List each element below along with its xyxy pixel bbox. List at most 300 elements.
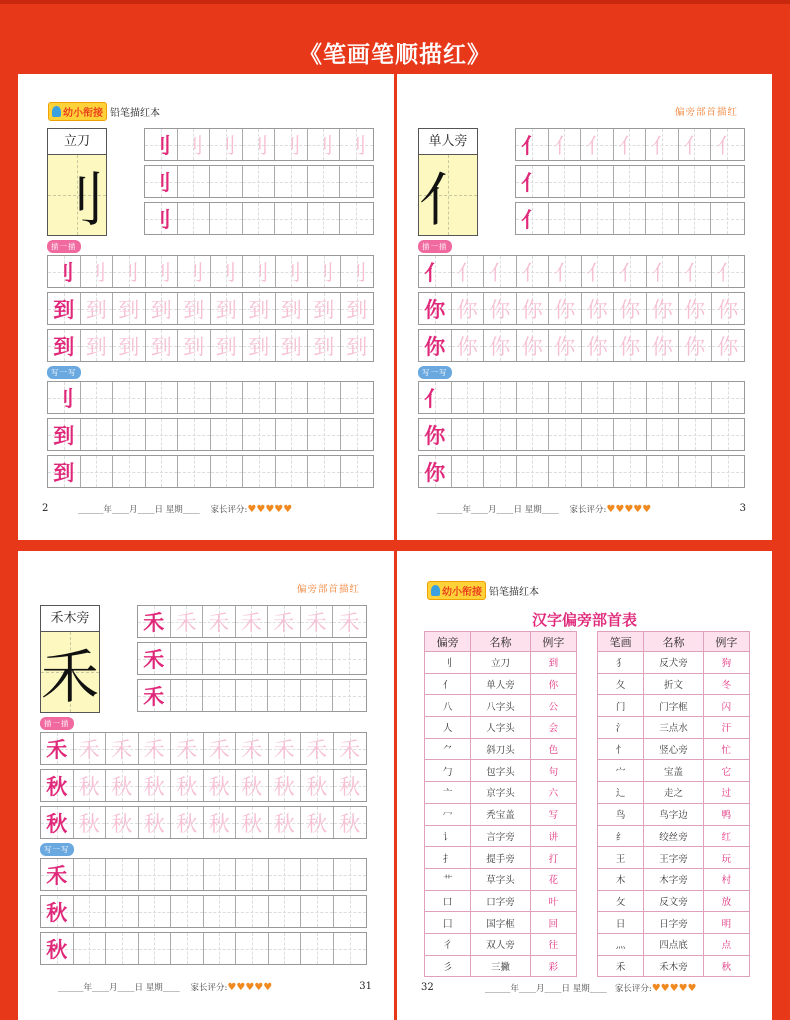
practice-cell[interactable] <box>333 680 366 711</box>
practice-cell[interactable] <box>81 456 114 487</box>
practice-cell[interactable] <box>171 896 204 927</box>
rating-label: 家长评分: <box>210 505 248 515</box>
practice-cell[interactable] <box>679 382 712 413</box>
cell-glyph: 你 <box>424 459 446 485</box>
practice-cell[interactable] <box>113 293 146 324</box>
table-row <box>598 695 750 717</box>
rating-hearts[interactable]: ♥♥♥♥♥ <box>227 982 273 993</box>
practice-cell[interactable] <box>146 382 179 413</box>
practice-cell[interactable] <box>269 807 302 838</box>
practice-cell[interactable] <box>484 256 517 287</box>
practice-cell[interactable] <box>301 643 334 674</box>
practice-cell[interactable] <box>211 330 244 361</box>
practice-cell[interactable] <box>276 456 309 487</box>
practice-cell[interactable] <box>614 456 647 487</box>
practice-cell[interactable] <box>276 293 309 324</box>
practice-cell[interactable] <box>308 382 341 413</box>
practice-cell[interactable] <box>106 859 139 890</box>
example-char-cell: 狗 <box>703 652 749 674</box>
practice-cell[interactable] <box>74 896 107 927</box>
example-char-cell: 回 <box>530 912 576 934</box>
practice-cell[interactable] <box>334 896 367 927</box>
practice-cell[interactable] <box>236 643 269 674</box>
practice-cell[interactable] <box>269 859 302 890</box>
practice-cell[interactable] <box>301 933 334 964</box>
practice-cell[interactable] <box>301 770 334 801</box>
page-footer <box>437 503 651 515</box>
cell-glyph: 刂 <box>150 169 172 195</box>
practice-cell[interactable] <box>647 456 680 487</box>
practice-cell[interactable] <box>484 330 517 361</box>
practice-cell[interactable] <box>41 933 74 964</box>
practice-cell[interactable] <box>171 606 204 637</box>
practice-cell[interactable] <box>647 419 680 450</box>
practice-cell[interactable] <box>647 256 680 287</box>
practice-cell[interactable] <box>581 129 614 160</box>
practice-cell[interactable] <box>484 382 517 413</box>
practice-cell[interactable] <box>276 382 309 413</box>
practice-cell[interactable] <box>712 382 745 413</box>
practice-cell[interactable] <box>178 419 211 450</box>
practice-cell[interactable] <box>178 456 211 487</box>
practice-cell[interactable] <box>139 770 172 801</box>
practice-cell[interactable] <box>614 256 647 287</box>
practice-cell[interactable] <box>614 330 647 361</box>
practice-cell[interactable] <box>171 680 204 711</box>
practice-cell[interactable] <box>211 456 244 487</box>
practice-cell[interactable] <box>204 770 237 801</box>
practice-cell[interactable] <box>41 859 74 890</box>
practice-cell[interactable] <box>171 933 204 964</box>
practice-cell[interactable] <box>48 330 81 361</box>
radical-cell: 囗 <box>425 912 471 934</box>
practice-cell[interactable] <box>419 293 452 324</box>
practice-cell[interactable] <box>341 293 374 324</box>
practice-cell[interactable] <box>268 606 301 637</box>
practice-cell[interactable] <box>113 382 146 413</box>
practice-cell[interactable] <box>679 203 712 234</box>
practice-cell[interactable] <box>308 166 341 197</box>
practice-cell[interactable] <box>711 166 744 197</box>
practice-cell[interactable] <box>204 933 237 964</box>
practice-cell[interactable] <box>334 807 367 838</box>
cell-glyph: 禾 <box>78 737 100 762</box>
cell-glyph: 亻 <box>489 260 511 285</box>
practice-cell[interactable] <box>679 293 712 324</box>
practice-cell[interactable] <box>647 330 680 361</box>
cell-glyph: 亻 <box>424 259 446 285</box>
practice-cell[interactable] <box>549 293 582 324</box>
practice-cell[interactable] <box>341 419 374 450</box>
radical-name-cell: 日字旁 <box>644 912 703 934</box>
practice-cell[interactable] <box>581 166 614 197</box>
radical-name-cell: 秃宝盖 <box>471 803 530 825</box>
practice-cell[interactable] <box>301 606 334 637</box>
practice-cell[interactable] <box>484 456 517 487</box>
practice-cell[interactable] <box>549 129 582 160</box>
practice-cell[interactable] <box>452 293 485 324</box>
practice-cell[interactable] <box>113 419 146 450</box>
practice-cell[interactable] <box>517 293 550 324</box>
practice-cell[interactable] <box>236 933 269 964</box>
practice-cell[interactable] <box>236 770 269 801</box>
practice-cell[interactable] <box>211 419 244 450</box>
table-header-cell: 例字 <box>703 632 749 652</box>
practice-cell[interactable] <box>516 129 549 160</box>
table-row <box>425 652 577 674</box>
practice-cell[interactable] <box>210 129 243 160</box>
practice-cell[interactable] <box>340 166 373 197</box>
practice-cell[interactable] <box>549 419 582 450</box>
radical-cell: 夂 <box>598 673 644 695</box>
practice-cell[interactable] <box>679 330 712 361</box>
practice-cell[interactable] <box>138 606 171 637</box>
practice-cell[interactable] <box>341 456 374 487</box>
practice-cell[interactable] <box>308 456 341 487</box>
practice-cell[interactable] <box>146 256 179 287</box>
practice-cell[interactable] <box>106 733 139 764</box>
practice-cell[interactable] <box>452 419 485 450</box>
cell-glyph: 你 <box>619 334 641 359</box>
practice-cell[interactable] <box>549 382 582 413</box>
practice-cell[interactable] <box>308 203 341 234</box>
practice-cell[interactable] <box>419 256 452 287</box>
cell-glyph: 你 <box>424 296 446 322</box>
practice-cell[interactable] <box>81 330 114 361</box>
practice-cell[interactable] <box>236 606 269 637</box>
practice-cell[interactable] <box>236 733 269 764</box>
cell-glyph: 到 <box>248 334 270 359</box>
practice-cell[interactable] <box>204 896 237 927</box>
rating-hearts[interactable]: ♥♥♥♥♥ <box>651 983 697 994</box>
table-title: 汉字偏旁部首表 <box>531 611 637 629</box>
cell-glyph: 刂 <box>53 259 75 285</box>
practice-cell[interactable] <box>48 456 81 487</box>
cell-glyph: 到 <box>150 334 172 359</box>
practice-cell[interactable] <box>516 203 549 234</box>
practice-cell[interactable] <box>81 382 114 413</box>
practice-cell[interactable] <box>340 203 373 234</box>
practice-cell[interactable] <box>74 933 107 964</box>
cell-glyph: 禾 <box>46 736 68 762</box>
practice-cell[interactable] <box>203 680 236 711</box>
practice-cell[interactable] <box>81 293 114 324</box>
practice-cell[interactable] <box>171 770 204 801</box>
cell-glyph: 刂 <box>150 260 172 285</box>
practice-cell[interactable] <box>308 129 341 160</box>
radical-cell: 亠 <box>425 782 471 804</box>
practice-cell[interactable] <box>81 419 114 450</box>
practice-cell[interactable] <box>41 807 74 838</box>
practice-cell[interactable] <box>333 606 366 637</box>
practice-cell[interactable] <box>139 933 172 964</box>
practice-cell[interactable] <box>419 456 452 487</box>
practice-cell[interactable] <box>646 203 679 234</box>
practice-cell[interactable] <box>712 330 745 361</box>
practice-cell[interactable] <box>549 166 582 197</box>
practice-cell[interactable] <box>581 203 614 234</box>
practice-cell[interactable] <box>178 166 211 197</box>
page-number: 32 <box>421 982 434 993</box>
practice-cell[interactable] <box>178 382 211 413</box>
practice-cell[interactable] <box>452 382 485 413</box>
practice-cell[interactable] <box>243 330 276 361</box>
practice-cell[interactable] <box>334 859 367 890</box>
cell-glyph: 你 <box>456 334 478 359</box>
practice-cell[interactable] <box>203 643 236 674</box>
practice-cell[interactable] <box>178 203 211 234</box>
practice-cell[interactable] <box>334 933 367 964</box>
practice-cell[interactable] <box>236 859 269 890</box>
practice-cell[interactable] <box>679 166 712 197</box>
practice-cell[interactable] <box>243 456 276 487</box>
practice-cell[interactable] <box>268 680 301 711</box>
practice-cell[interactable] <box>211 256 244 287</box>
practice-cell[interactable] <box>517 256 550 287</box>
practice-cell[interactable] <box>452 456 485 487</box>
practice-cell[interactable] <box>171 859 204 890</box>
practice-cell[interactable] <box>138 680 171 711</box>
practice-cell[interactable] <box>582 330 615 361</box>
practice-cell[interactable] <box>203 606 236 637</box>
practice-cell[interactable] <box>74 770 107 801</box>
practice-cell[interactable] <box>276 419 309 450</box>
practice-cell[interactable] <box>106 896 139 927</box>
practice-cell[interactable] <box>614 129 647 160</box>
practice-cell[interactable] <box>210 166 243 197</box>
practice-cell[interactable] <box>582 293 615 324</box>
practice-cell[interactable] <box>146 293 179 324</box>
practice-cell[interactable] <box>178 129 211 160</box>
practice-cell[interactable] <box>269 896 302 927</box>
practice-cell[interactable] <box>139 733 172 764</box>
practice-cell[interactable] <box>711 203 744 234</box>
practice-cell[interactable] <box>582 256 615 287</box>
cell-glyph: 禾 <box>241 737 263 762</box>
practice-cell[interactable] <box>582 382 615 413</box>
practice-cell[interactable] <box>211 293 244 324</box>
radical-cell: 艹 <box>425 868 471 890</box>
practice-cell[interactable] <box>204 859 237 890</box>
practice-cell[interactable] <box>452 256 485 287</box>
practice-cell[interactable] <box>275 129 308 160</box>
practice-cell[interactable] <box>549 256 582 287</box>
practice-cell[interactable] <box>308 256 341 287</box>
practice-cell[interactable] <box>243 256 276 287</box>
practice-cell[interactable] <box>679 129 712 160</box>
practice-cell[interactable] <box>269 733 302 764</box>
radical-cell: 口 <box>425 890 471 912</box>
practice-cell[interactable] <box>712 456 745 487</box>
practice-row-small <box>144 128 374 161</box>
practice-cell[interactable] <box>341 256 374 287</box>
practice-cell[interactable] <box>171 643 204 674</box>
practice-cell[interactable] <box>48 419 81 450</box>
practice-cell[interactable] <box>243 419 276 450</box>
practice-cell[interactable] <box>139 896 172 927</box>
practice-cell[interactable] <box>517 382 550 413</box>
practice-cell[interactable] <box>582 456 615 487</box>
practice-cell[interactable] <box>48 256 81 287</box>
practice-cell[interactable] <box>517 419 550 450</box>
practice-cell[interactable] <box>236 807 269 838</box>
practice-cell[interactable] <box>243 129 276 160</box>
cell-glyph: 秋 <box>339 774 361 799</box>
practice-cell[interactable] <box>74 859 107 890</box>
practice-cell[interactable] <box>275 203 308 234</box>
practice-cell[interactable] <box>211 382 244 413</box>
practice-cell[interactable] <box>106 770 139 801</box>
practice-row-small <box>515 165 745 198</box>
rating-hearts[interactable]: ♥♥♥♥♥ <box>247 504 293 515</box>
practice-cell[interactable] <box>679 456 712 487</box>
cell-glyph: 禾 <box>111 737 133 762</box>
practice-cell[interactable] <box>268 643 301 674</box>
practice-cell[interactable] <box>301 680 334 711</box>
practice-cell[interactable] <box>334 733 367 764</box>
practice-cell[interactable] <box>113 330 146 361</box>
practice-cell[interactable] <box>341 330 374 361</box>
rating-hearts[interactable]: ♥♥♥♥♥ <box>606 504 652 515</box>
practice-cell[interactable] <box>340 129 373 160</box>
practice-cell[interactable] <box>301 859 334 890</box>
example-char-cell: 讲 <box>530 825 576 847</box>
practice-cell[interactable] <box>204 807 237 838</box>
practice-cell[interactable] <box>276 330 309 361</box>
table-row <box>598 955 750 977</box>
practice-cell[interactable] <box>712 256 745 287</box>
practice-cell[interactable] <box>419 419 452 450</box>
workbook-page-3 <box>397 74 772 540</box>
practice-cell[interactable] <box>712 293 745 324</box>
practice-cell[interactable] <box>204 733 237 764</box>
cell-glyph: 亻 <box>553 133 575 158</box>
cell-glyph: 禾 <box>338 610 360 635</box>
practice-cell[interactable] <box>139 859 172 890</box>
practice-cell[interactable] <box>341 382 374 413</box>
practice-cell[interactable] <box>106 807 139 838</box>
practice-cell[interactable] <box>419 382 452 413</box>
practice-cell[interactable] <box>113 456 146 487</box>
practice-cell[interactable] <box>614 419 647 450</box>
practice-cell[interactable] <box>517 456 550 487</box>
practice-cell[interactable] <box>81 256 114 287</box>
practice-cell[interactable] <box>712 419 745 450</box>
practice-cell[interactable] <box>139 807 172 838</box>
practice-cell[interactable] <box>74 733 107 764</box>
practice-cell[interactable] <box>146 456 179 487</box>
practice-cell[interactable] <box>484 419 517 450</box>
practice-cell[interactable] <box>614 166 647 197</box>
practice-cell[interactable] <box>171 807 204 838</box>
cell-glyph: 到 <box>183 334 205 359</box>
practice-cell[interactable] <box>516 166 549 197</box>
practice-cell[interactable] <box>243 382 276 413</box>
practice-cell[interactable] <box>145 203 178 234</box>
practice-cell[interactable] <box>171 733 204 764</box>
cell-glyph: 亻 <box>683 133 705 158</box>
practice-cell[interactable] <box>614 293 647 324</box>
practice-cell[interactable] <box>236 896 269 927</box>
practice-cell[interactable] <box>276 256 309 287</box>
practice-cell[interactable] <box>679 419 712 450</box>
practice-cell[interactable] <box>178 293 211 324</box>
practice-cell[interactable] <box>269 770 302 801</box>
practice-cell[interactable] <box>549 330 582 361</box>
practice-cell[interactable] <box>41 733 74 764</box>
practice-cell[interactable] <box>243 166 276 197</box>
practice-cell[interactable] <box>301 807 334 838</box>
practice-cell[interactable] <box>74 807 107 838</box>
practice-cell[interactable] <box>146 419 179 450</box>
practice-cell[interactable] <box>301 733 334 764</box>
practice-cell[interactable] <box>48 382 81 413</box>
practice-cell[interactable] <box>138 643 171 674</box>
cell-glyph: 亻 <box>424 385 446 411</box>
practice-cell[interactable] <box>549 203 582 234</box>
practice-cell[interactable] <box>452 330 485 361</box>
practice-cell[interactable] <box>646 129 679 160</box>
practice-cell[interactable] <box>549 456 582 487</box>
practice-cell[interactable] <box>517 330 550 361</box>
practice-cell[interactable] <box>333 643 366 674</box>
practice-cell[interactable] <box>113 256 146 287</box>
practice-cell[interactable] <box>301 896 334 927</box>
practice-cell[interactable] <box>146 330 179 361</box>
practice-cell[interactable] <box>308 330 341 361</box>
practice-cell[interactable] <box>48 293 81 324</box>
write-row <box>47 455 374 488</box>
practice-cell[interactable] <box>679 256 712 287</box>
practice-cell[interactable] <box>647 382 680 413</box>
practice-cell[interactable] <box>419 330 452 361</box>
practice-cell[interactable] <box>308 293 341 324</box>
practice-cell[interactable] <box>269 933 302 964</box>
practice-cell[interactable] <box>275 166 308 197</box>
practice-cell[interactable] <box>614 382 647 413</box>
practice-cell[interactable] <box>647 293 680 324</box>
practice-cell[interactable] <box>243 203 276 234</box>
practice-cell[interactable] <box>308 419 341 450</box>
practice-cell[interactable] <box>145 129 178 160</box>
practice-cell[interactable] <box>178 330 211 361</box>
cell-glyph: 禾 <box>339 737 361 762</box>
practice-cell[interactable] <box>236 680 269 711</box>
radical-table-left <box>424 631 577 977</box>
practice-cell[interactable] <box>646 166 679 197</box>
practice-cell[interactable] <box>210 203 243 234</box>
cell-glyph: 禾 <box>143 683 165 709</box>
practice-cell[interactable] <box>711 129 744 160</box>
trace-row <box>47 255 374 288</box>
practice-cell[interactable] <box>145 166 178 197</box>
cell-glyph: 到 <box>215 334 237 359</box>
radical-cell: 彡 <box>425 955 471 977</box>
practice-cell[interactable] <box>614 203 647 234</box>
practice-cell[interactable] <box>243 293 276 324</box>
practice-cell[interactable] <box>106 933 139 964</box>
practice-cell[interactable] <box>178 256 211 287</box>
practice-cell[interactable] <box>41 896 74 927</box>
practice-cell[interactable] <box>41 770 74 801</box>
practice-cell[interactable] <box>484 293 517 324</box>
cell-glyph: 亻 <box>554 260 576 285</box>
cell-glyph: 你 <box>456 297 478 322</box>
radical-name-cell: 绞丝旁 <box>644 825 703 847</box>
practice-cell[interactable] <box>334 770 367 801</box>
practice-cell[interactable] <box>582 419 615 450</box>
example-char-cell: 彩 <box>530 955 576 977</box>
